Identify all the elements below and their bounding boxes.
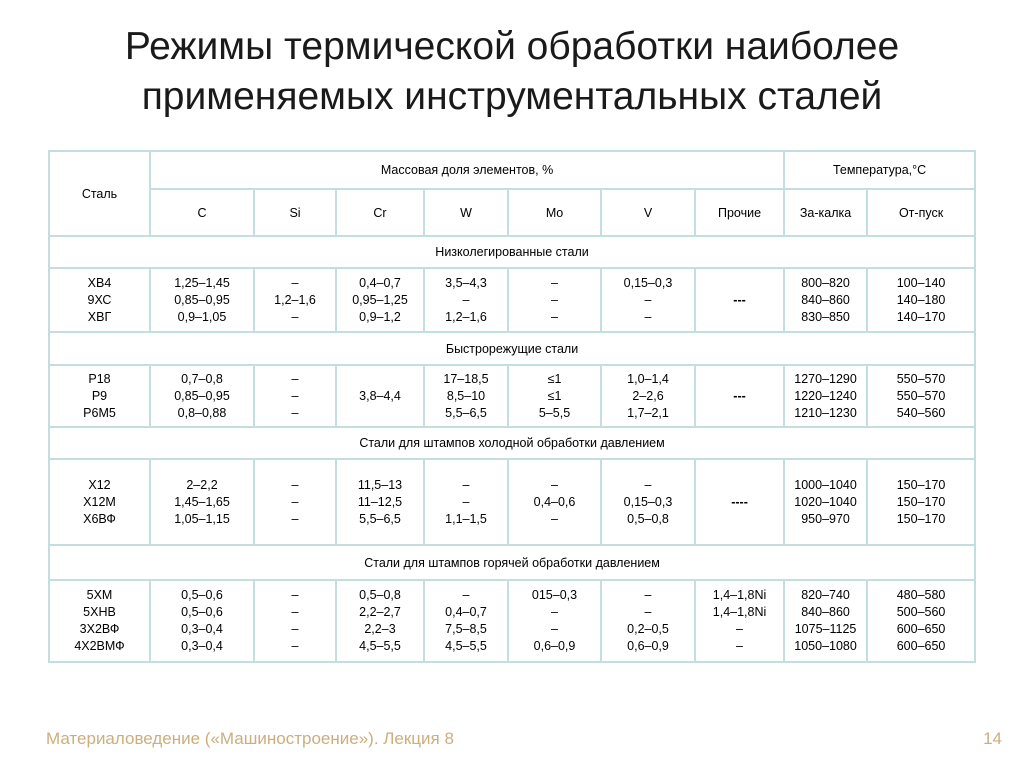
cell-c: 2–2,2 1,45–1,65 1,05–1,15 [150, 459, 254, 545]
cell-other: --- [695, 268, 784, 332]
cell-steel: Р18 Р9 Р6М5 [49, 365, 150, 427]
cell-other: ---- [695, 459, 784, 545]
header-mass-fraction: Массовая доля элементов, % [150, 151, 784, 189]
group-title: Стали для штампов горячей обработки давлением [49, 545, 975, 580]
cell-c: 1,25–1,45 0,85–0,95 0,9–1,05 [150, 268, 254, 332]
header-col-mo: Mo [508, 189, 601, 236]
cell-mo: – 0,4–0,6 – [508, 459, 601, 545]
header-col-v: V [601, 189, 695, 236]
cell-cr: 0,4–0,7 0,95–1,25 0,9–1,2 [336, 268, 424, 332]
cell-w: 17–18,5 8,5–10 5,5–6,5 [424, 365, 508, 427]
cell-w: – – 1,1–1,5 [424, 459, 508, 545]
cell-steel: 5ХМ 5ХНВ 3Х2ВФ 4Х2ВМФ [49, 580, 150, 662]
cell-cr: 11,5–13 11–12,5 5,5–6,5 [336, 459, 424, 545]
header-col-cr: Cr [336, 189, 424, 236]
header-steel: Сталь [49, 151, 150, 236]
page-number: 14 [983, 729, 1002, 748]
cell-temper: 550–570 550–570 540–560 [867, 365, 975, 427]
table-row [49, 268, 975, 332]
table-row [49, 580, 975, 662]
cell-quench: 820–740 840–860 1075–1125 1050–1080 [784, 580, 867, 662]
title-line-2: применяемых инструментальных сталей [141, 75, 883, 118]
cell-si: – – – [254, 365, 336, 427]
group-title: Низколегированные стали [49, 236, 975, 268]
cell-steel: ХВ4 9ХС ХВГ [49, 268, 150, 332]
group-title: Стали для штампов холодной обработки давлением [49, 427, 975, 459]
cell-c: 0,7–0,8 0,85–0,95 0,8–0,88 [150, 365, 254, 427]
cell-c: 0,5–0,6 0,5–0,6 0,3–0,4 0,3–0,4 [150, 580, 254, 662]
cell-temper: 150–170 150–170 150–170 [867, 459, 975, 545]
cell-v: – – 0,2–0,5 0,6–0,9 [601, 580, 695, 662]
cell-steel: Х12 Х12М Х6ВФ [49, 459, 150, 545]
page-title [0, 22, 1024, 122]
cell-si: – – – [254, 459, 336, 545]
cell-si: – – – – [254, 580, 336, 662]
footer-course: Материаловедение («Машиностроение»). Лекция 8 [46, 729, 454, 748]
title-line-1: Режимы термической обработки наиболее [124, 25, 900, 68]
header-col-si: Si [254, 189, 336, 236]
cell-cr: 0,5–0,8 2,2–2,7 2,2–3 4,5–5,5 [336, 580, 424, 662]
header-col-temper: От-пуск [867, 189, 975, 236]
table-row [49, 365, 975, 427]
steel-heat-treatment-table [48, 150, 976, 663]
cell-quench: 800–820 840–860 830–850 [784, 268, 867, 332]
cell-quench: 1270–1290 1220–1240 1210–1230 [784, 365, 867, 427]
table-row [49, 459, 975, 545]
cell-temper: 480–580 500–560 600–650 600–650 [867, 580, 975, 662]
cell-v: 1,0–1,4 2–2,6 1,7–2,1 [601, 365, 695, 427]
cell-other: 1,4–1,8Ni 1,4–1,8Ni – – [695, 580, 784, 662]
cell-w: 3,5–4,3 – 1,2–1,6 [424, 268, 508, 332]
cell-v: – 0,15–0,3 0,5–0,8 [601, 459, 695, 545]
cell-v: 0,15–0,3 – – [601, 268, 695, 332]
cell-temper: 100–140 140–180 140–170 [867, 268, 975, 332]
cell-w: – 0,4–0,7 7,5–8,5 4,5–5,5 [424, 580, 508, 662]
group-title: Быстрорежущие стали [49, 332, 975, 365]
cell-other: --- [695, 365, 784, 427]
header-col-quench: За-калка [784, 189, 867, 236]
header-col-w: W [424, 189, 508, 236]
cell-quench: 1000–1040 1020–1040 950–970 [784, 459, 867, 545]
header-temperature: Температура,°С [784, 151, 975, 189]
cell-mo: – – – [508, 268, 601, 332]
cell-si: – 1,2–1,6 – [254, 268, 336, 332]
header-col-c: C [150, 189, 254, 236]
cell-cr: 3,8–4,4 [336, 365, 424, 427]
cell-mo: ≤1 ≤1 5–5,5 [508, 365, 601, 427]
cell-mo: 015–0,3 – – 0,6–0,9 [508, 580, 601, 662]
header-col-other: Прочие [695, 189, 784, 236]
